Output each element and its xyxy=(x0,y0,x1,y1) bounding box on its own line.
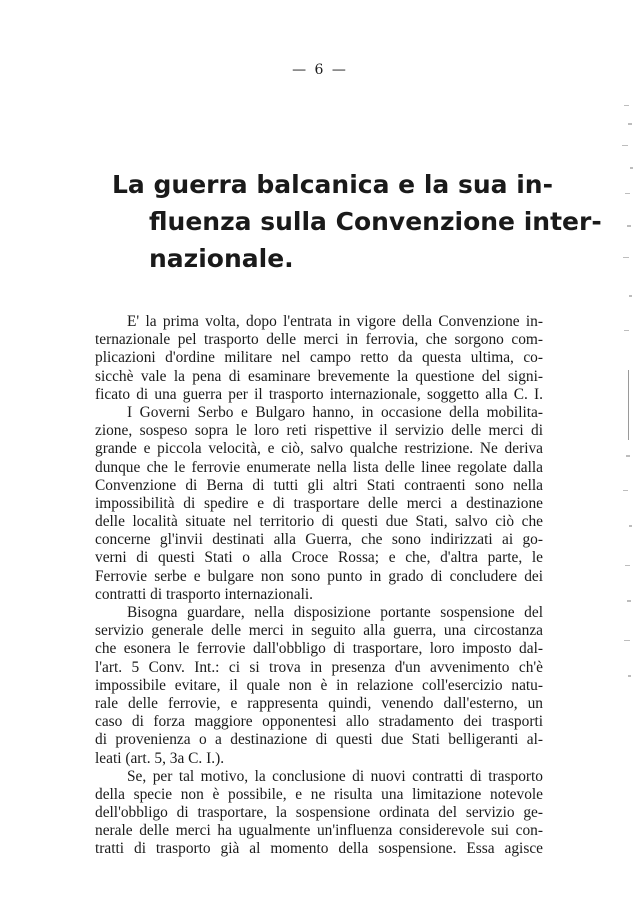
page-number: — 6 — xyxy=(292,62,348,78)
text-line: tratti di trasporto già al momento della sospensione. Essa agisce xyxy=(95,840,543,858)
text-line: ficato di una guerra per il trasporto internazionale, soggetto alla C. I. xyxy=(95,385,543,403)
text-line: sicchè vale la pena di esaminare brevemente la questione del signi- xyxy=(95,367,543,385)
title-line: La guerra balcanica e la sua in- xyxy=(112,170,553,199)
text-line: leati (art. 5, 3a C. I.). xyxy=(95,749,225,767)
text-line: ternazionale pel trasporto delle merci in ferrovia, che sorgono com- xyxy=(95,331,543,349)
text-line: contratti di trasporto internazionali. xyxy=(95,585,313,603)
text-line: impossibile evitare, il quale non è in relazione coll'esercizio natu- xyxy=(95,676,543,694)
text-line: plicazioni d'ordine militare nel campo retto da questa ultima, co- xyxy=(95,349,543,367)
text-line: Convenzione di Berna di tutti gli altri Stati contraenti sono nella xyxy=(95,476,543,494)
body-text xyxy=(95,313,543,859)
text-line: nerale delle merci ha ugualmente un'influenza considerevole sui con- xyxy=(95,822,543,840)
text-line: Bisogna guardare, nella disposizione portante sospensione del xyxy=(127,604,543,621)
text-line: di provenienza o a destinazione di questi due Stati belligeranti al- xyxy=(95,731,543,749)
text-line: dell'obbligo di trasportare, la sospensione ordinata del servizio ge- xyxy=(95,804,543,822)
title-line: nazionale. xyxy=(149,244,294,273)
text-line: che esonera le ferrovie dall'obbligo di trasportare, loro imposto dal- xyxy=(95,640,543,658)
text-line: delle località situate nel territorio di questi due Stati, salvo ciò che xyxy=(95,513,543,531)
text-line: zione, sospeso sopra le loro reti rispettive il servizio delle merci di xyxy=(95,422,543,440)
text-line: caso di forza maggiore opponentesi allo stradamento dei trasporti xyxy=(95,713,543,731)
chapter-title xyxy=(112,166,602,277)
text-line: E' la prima volta, dopo l'entrata in vigore della Convenzione in- xyxy=(127,313,543,330)
text-line: l'art. 5 Conv. Int.: ci si trova in presenza d'un avvenimento ch'è xyxy=(95,658,543,676)
text-line: I Governi Serbo e Bulgaro hanno, in occasione della mobilita- xyxy=(127,403,543,421)
text-line: impossibilità di spedire e di trasportare delle merci a destinazione xyxy=(95,494,543,512)
text-line: Ferrovie serbe e bulgare non sono punto in grado di concludere dei xyxy=(95,567,543,585)
text-line: Se, per tal motivo, la conclusione di nuovi contratti di trasporto xyxy=(127,767,543,785)
title-line: fluenza sulla Convenzione inter- xyxy=(149,207,602,236)
text-line: dunque che le ferrovie enumerate nella lista delle linee regolate dalla xyxy=(95,458,543,476)
text-line: servizio generale delle merci in seguito alla guerra, una circostanza xyxy=(95,622,543,640)
text-line: rale delle ferrovie, e rappresenta quindi, venendo dall'esterno, un xyxy=(95,694,543,712)
text-line: grande e piccola velocità, e ciò, salvo qualche restrizione. Ne deriva xyxy=(95,440,543,458)
text-line: concerne gl'invii destinati alla Guerra, che sono indirizzati ai go- xyxy=(95,531,543,549)
bleed-through-marks xyxy=(616,95,640,695)
text-line: verni di questi Stati o alla Croce Rossa; e che, d'altra parte, le xyxy=(95,549,543,567)
text-line: della specie non è possibile, e ne risulta una limitazione notevole xyxy=(95,785,543,803)
